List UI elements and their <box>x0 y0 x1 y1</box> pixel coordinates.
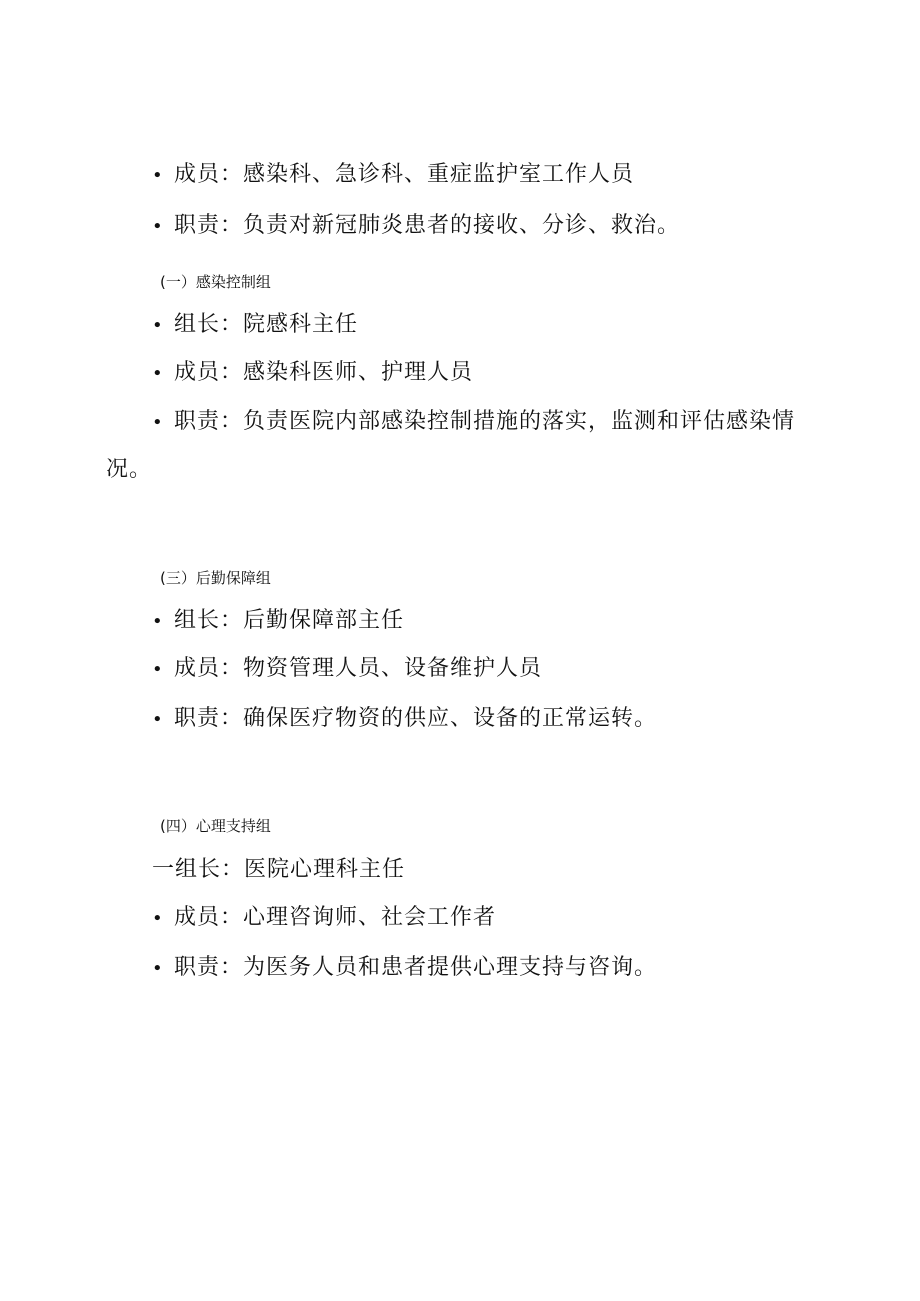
list-item-s4-members <box>152 903 496 934</box>
bullet-icon: • <box>152 659 164 680</box>
item-text: 成员：感染科医师、护理人员 <box>174 360 474 385</box>
list-item-s1-members <box>152 358 473 389</box>
list-item-s4-duty <box>152 953 657 984</box>
item-text: 职责：负责对新冠肺炎患者的接收、分诊、救治。 <box>174 213 681 238</box>
bullet-icon: • <box>152 958 164 979</box>
list-item-s1-duty-continuation: 况。 <box>106 457 153 482</box>
list-item-s3-duty <box>152 704 657 735</box>
item-text: 成员：心理咨询师、社会工作者 <box>174 905 497 930</box>
bullet-icon: • <box>152 216 164 237</box>
item-text: 成员：感染科、急诊科、重症监护室工作人员 <box>174 162 635 187</box>
list-item-s0-members <box>152 160 634 191</box>
item-text: 职责：负责医院内部感染控制措施的落实，监测和评估感染情 <box>174 409 796 434</box>
item-text: 组长：院感科主任 <box>174 312 359 337</box>
section-heading-logistics: (三）后勤保障组 <box>160 569 271 587</box>
bullet-icon: • <box>152 315 164 336</box>
bullet-icon: • <box>152 165 164 186</box>
list-item-s3-members <box>152 654 542 685</box>
bullet-icon: • <box>152 412 164 433</box>
bullet-icon: • <box>152 363 164 384</box>
bullet-icon: • <box>152 709 164 730</box>
item-text: 成员：物资管理人员、设备维护人员 <box>174 656 543 681</box>
list-item-s1-leader <box>152 310 358 341</box>
bullet-icon: • <box>152 908 164 929</box>
item-text: 职责：为医务人员和患者提供心理支持与咨询。 <box>174 955 658 980</box>
list-item-s0-duty <box>152 211 680 242</box>
section-heading-infection-control: (一）感染控制组 <box>160 273 271 291</box>
list-item-s3-leader <box>152 606 404 637</box>
item-text: 组长：后勤保障部主任 <box>174 608 405 633</box>
item-text: 职责：确保医疗物资的供应、设备的正常运转。 <box>174 706 658 731</box>
list-item-s1-duty <box>152 407 795 438</box>
section-heading-psych-support: (四）心理支持组 <box>160 817 271 835</box>
bullet-icon: • <box>152 611 164 632</box>
list-item-s4-leader: 一组长：医院心理科主任 <box>152 857 406 882</box>
